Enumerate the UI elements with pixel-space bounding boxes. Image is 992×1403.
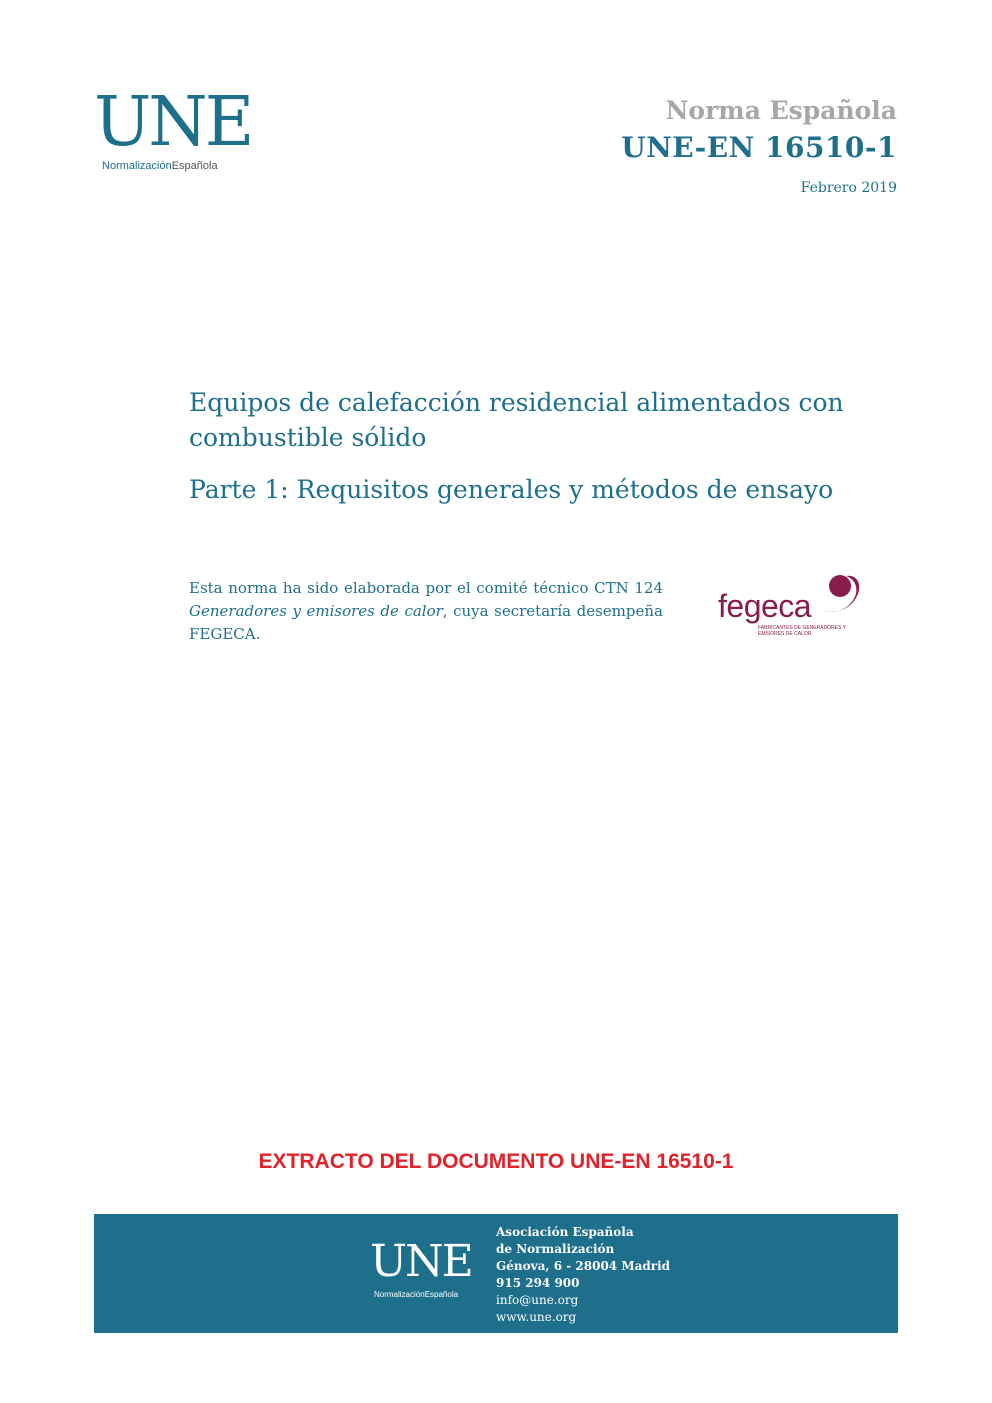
org-name-line1: Asociación Española [496,1225,634,1239]
document-title: Equipos de calefacción residencial alimentados con combustible sólido [189,388,844,452]
norma-label: Norma Española [665,96,897,125]
publication-date: Febrero 2019 [800,180,897,196]
committee-statement: Esta norma ha sido elaborada por el comité técnico CTN 124 Generadores y emisores de calor, cuya secretaría desempeña FEGECA. [189,579,663,643]
org-name-line2: de Normalización [496,1242,615,1256]
standard-header [621,96,897,196]
fegeca-logo [718,570,868,642]
org-website-link[interactable]: www.une.org [496,1310,577,1324]
footer-logo-text: UNE [370,1236,472,1287]
fegeca-tagline: FABRICANTES DE GENERADORES Y EMISORES DE CALOR [758,625,846,637]
org-address: Génova, 6 - 28004 Madrid [496,1259,671,1273]
une-logo-subtitle: NormalizaciónEspañola [102,160,218,172]
fegeca-wordmark: fegeca [718,588,812,624]
une-logo [94,83,252,182]
org-email-link[interactable]: info@une.org [496,1293,579,1307]
document-part-title: Parte 1: Requisitos generales y métodos de ensayo [189,475,834,504]
footer-contact [496,1224,670,1326]
footer-banner [94,1214,898,1333]
une-logo-text: UNE [94,83,252,162]
standard-code: UNE-EN 16510-1 [621,131,897,164]
extract-notice: EXTRACTO DEL DOCUMENTO UNE-EN 16510-1 [258,1150,734,1173]
footer-logo-subtitle: NormalizaciónEspañola [374,1290,459,1299]
org-phone: 915 294 900 [496,1276,580,1290]
committee-name: Generadores y emisores de calor [189,602,443,620]
